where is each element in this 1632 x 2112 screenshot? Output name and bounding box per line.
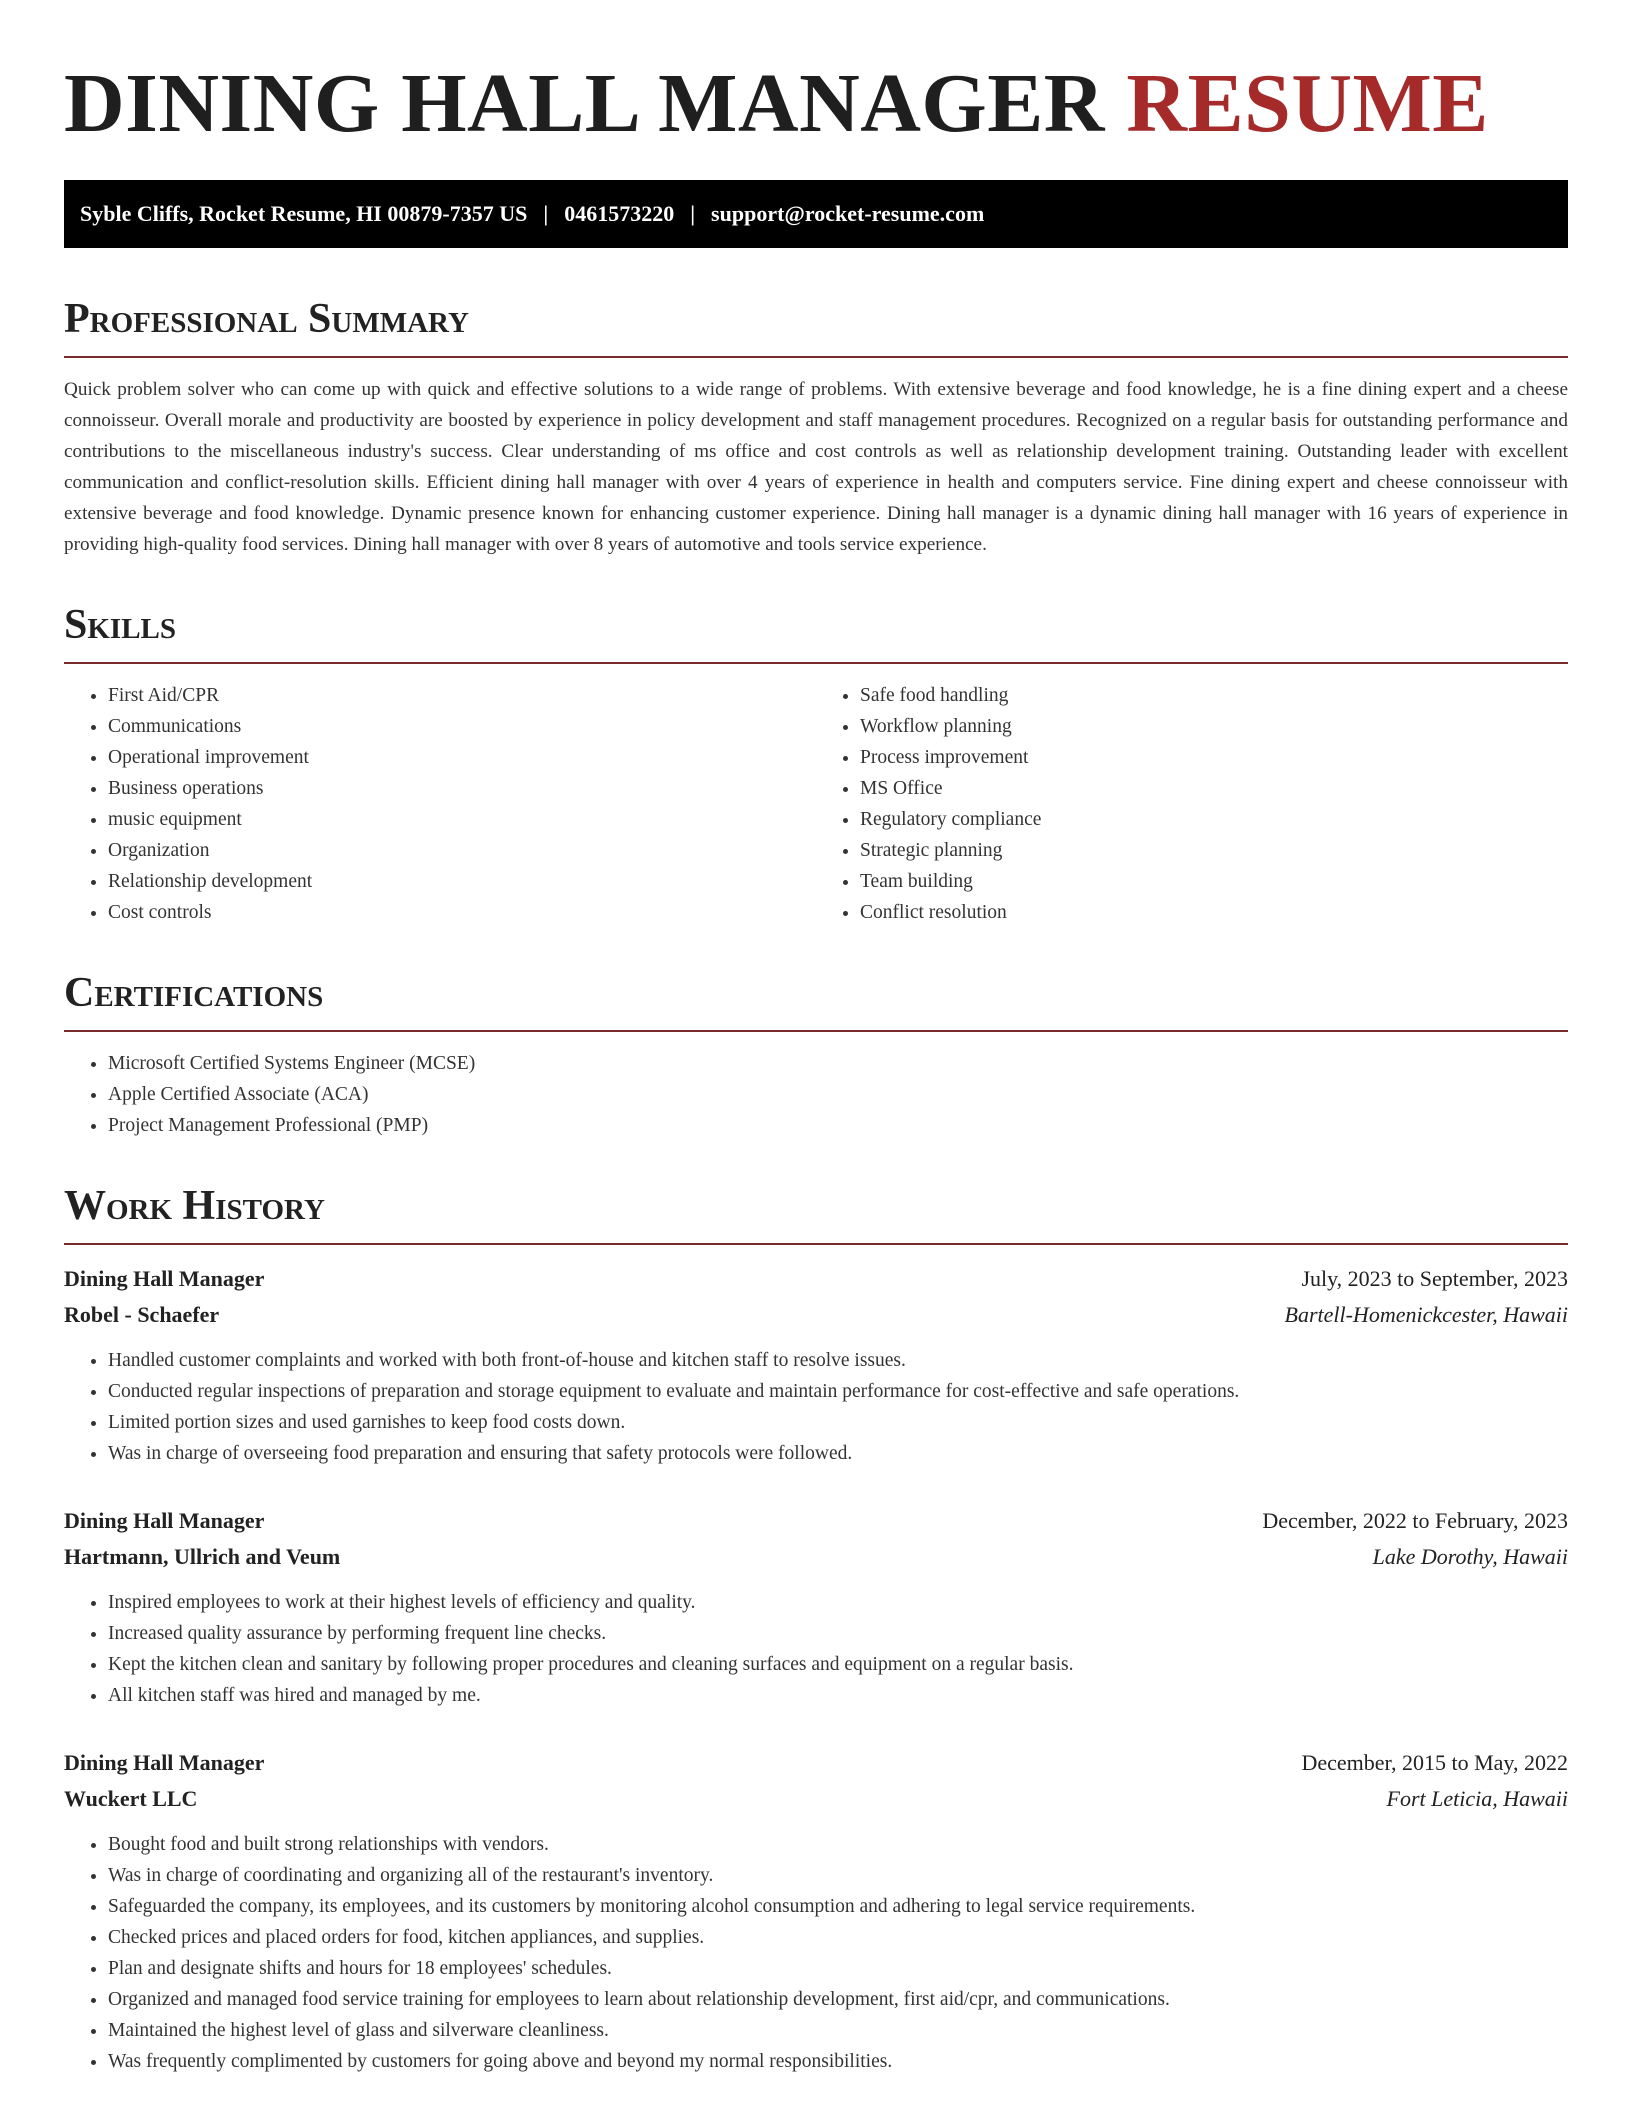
job-header-row (64, 1745, 1568, 1781)
job-bullets (64, 1829, 1568, 2077)
summary-heading: Professional Summary (64, 296, 469, 342)
contact-phone: 0461573220 (564, 201, 675, 226)
skills-heading: Skills (64, 602, 177, 648)
summary-section (64, 294, 1568, 560)
job-dates: December, 2015 to May, 2022 (1301, 1750, 1568, 1775)
skills-list-left (64, 680, 816, 928)
job-bullet: • Increased quality assurance by performing frequent line checks. (108, 1618, 1568, 1649)
certifications-section (64, 968, 1568, 1141)
job-company: Wuckert LLC (64, 1786, 198, 1811)
job-header-row (64, 1261, 1568, 1297)
work-history-heading: Work History (64, 1183, 325, 1229)
certification-item: • Microsoft Certified Systems Engineer (MCSE) (108, 1048, 1568, 1079)
skill-item: • Cost controls (108, 897, 816, 928)
job-bullet: • Safeguarded the company, its employees, and its customers by monitoring alcohol consumption and adhering to legal service requirements. (108, 1891, 1568, 1922)
job-bullet: • Was frequently complimented by customers for going above and beyond my normal responsibilities. (108, 2046, 1568, 2077)
job-header-row (64, 1503, 1568, 1539)
job-dates: December, 2022 to February, 2023 (1262, 1508, 1568, 1533)
title-accent: RESUME (1126, 57, 1489, 150)
work-history-section (64, 1181, 1568, 2077)
certifications-list (64, 1048, 1568, 1141)
job-title: Dining Hall Manager (64, 1266, 265, 1291)
skill-item: • Conflict resolution (860, 897, 1568, 928)
job-company-row (64, 1781, 1568, 1817)
job-entry (64, 1503, 1568, 1711)
skills-list-right (816, 680, 1568, 928)
skills-grid (64, 680, 1568, 928)
section-divider (64, 662, 1568, 664)
job-bullet: • Was in charge of overseeing food preparation and ensuring that safety protocols were followed. (108, 1438, 1568, 1469)
skills-section (64, 600, 1568, 928)
job-location: Fort Leticia, Hawaii (1386, 1786, 1568, 1811)
section-divider (64, 1030, 1568, 1032)
skill-item: • Business operations (108, 773, 816, 804)
skill-item: • Strategic planning (860, 835, 1568, 866)
job-location: Bartell-Homenickcester, Hawaii (1284, 1302, 1568, 1327)
job-entry (64, 1745, 1568, 2077)
summary-text: Quick problem solver who can come up with quick and effective solutions to a wide range of problems. With extensive beverage and food knowledge, he is a fine dining expert and a cheese connoisseur. Overall morale and productivity are boosted by experience in policy development and staff management procedures. Recognized on a regular basis for outstanding performance and contributions to the miscellaneous industry's success. Clear understanding of ms office and cost controls as well as relationship development training. Outstanding leader with excellent communication and conflict-resolution skills. Efficient dining hall manager with over 4 years of experience in health and computers service. Fine dining expert and cheese connoisseur with extensive beverage and food knowledge. Dynamic presence known for enhancing customer experience. Dining hall manager is a dynamic dining hall manager with 16 years of experience in providing high-quality food services. Dining hall manager with over 8 years of automotive and tools service experience. (64, 379, 1568, 555)
job-dates: July, 2023 to September, 2023 (1301, 1266, 1568, 1291)
certification-item: • Apple Certified Associate (ACA) (108, 1079, 1568, 1110)
job-bullet: • Plan and designate shifts and hours for 18 employees' schedules. (108, 1953, 1568, 1984)
skill-item: • Organization (108, 835, 816, 866)
resume-page (64, 0, 1568, 2077)
skill-item: • Regulatory compliance (860, 804, 1568, 835)
skill-item: • Workflow planning (860, 711, 1568, 742)
skill-item: • Communications (108, 711, 816, 742)
certification-item: • Project Management Professional (PMP) (108, 1110, 1568, 1141)
job-bullet: • Handled customer complaints and worked with both front-of-house and kitchen staff to resolve issues. (108, 1345, 1568, 1376)
contact-separator: | (543, 201, 549, 226)
job-bullet: • Inspired employees to work at their highest levels of efficiency and quality. (108, 1587, 1568, 1618)
job-company-row (64, 1539, 1568, 1575)
title-main: DINING HALL MANAGER (64, 57, 1105, 150)
job-location: Lake Dorothy, Hawaii (1372, 1544, 1568, 1569)
section-divider (64, 1243, 1568, 1245)
skill-item: • music equipment (108, 804, 816, 835)
skill-item: • MS Office (860, 773, 1568, 804)
job-bullet: • Checked prices and placed orders for food, kitchen appliances, and supplies. (108, 1922, 1568, 1953)
skill-item: • Operational improvement (108, 742, 816, 773)
job-bullet: • Was in charge of coordinating and organizing all of the restaurant's inventory. (108, 1860, 1568, 1891)
job-bullet: • All kitchen staff was hired and managed by me. (108, 1680, 1568, 1711)
job-bullets (64, 1345, 1568, 1469)
skill-item: • First Aid/CPR (108, 680, 816, 711)
skill-item: • Relationship development (108, 866, 816, 897)
job-bullet: • Bought food and built strong relationships with vendors. (108, 1829, 1568, 1860)
skill-item: • Team building (860, 866, 1568, 897)
job-bullet: • Limited portion sizes and used garnishes to keep food costs down. (108, 1407, 1568, 1438)
job-company: Robel - Schaefer (64, 1302, 220, 1327)
job-company: Hartmann, Ullrich and Veum (64, 1544, 341, 1569)
skill-item: • Safe food handling (860, 680, 1568, 711)
job-bullet: • Conducted regular inspections of preparation and storage equipment to evaluate and maintain performance for cost-effective and safe operations. (108, 1376, 1568, 1407)
contact-bar (64, 180, 1568, 248)
job-entry (64, 1261, 1568, 1469)
section-divider (64, 356, 1568, 358)
job-bullet: • Organized and managed food service training for employees to learn about relationship development, first aid/cpr, and communications. (108, 1984, 1568, 2015)
contact-email: support@rocket-resume.com (711, 201, 985, 226)
job-bullet: • Kept the kitchen clean and sanitary by following proper procedures and cleaning surfaces and equipment on a regular basis. (108, 1649, 1568, 1680)
job-title: Dining Hall Manager (64, 1508, 265, 1533)
resume-title (64, 56, 1568, 152)
job-bullets (64, 1587, 1568, 1711)
job-title: Dining Hall Manager (64, 1750, 265, 1775)
job-bullet: • Maintained the highest level of glass and silverware cleanliness. (108, 2015, 1568, 2046)
certifications-heading: Certifications (64, 970, 324, 1016)
contact-separator: | (690, 201, 696, 226)
job-company-row (64, 1297, 1568, 1333)
skill-item: • Process improvement (860, 742, 1568, 773)
contact-address: Syble Cliffs, Rocket Resume, HI 00879-7357 US (80, 201, 528, 226)
